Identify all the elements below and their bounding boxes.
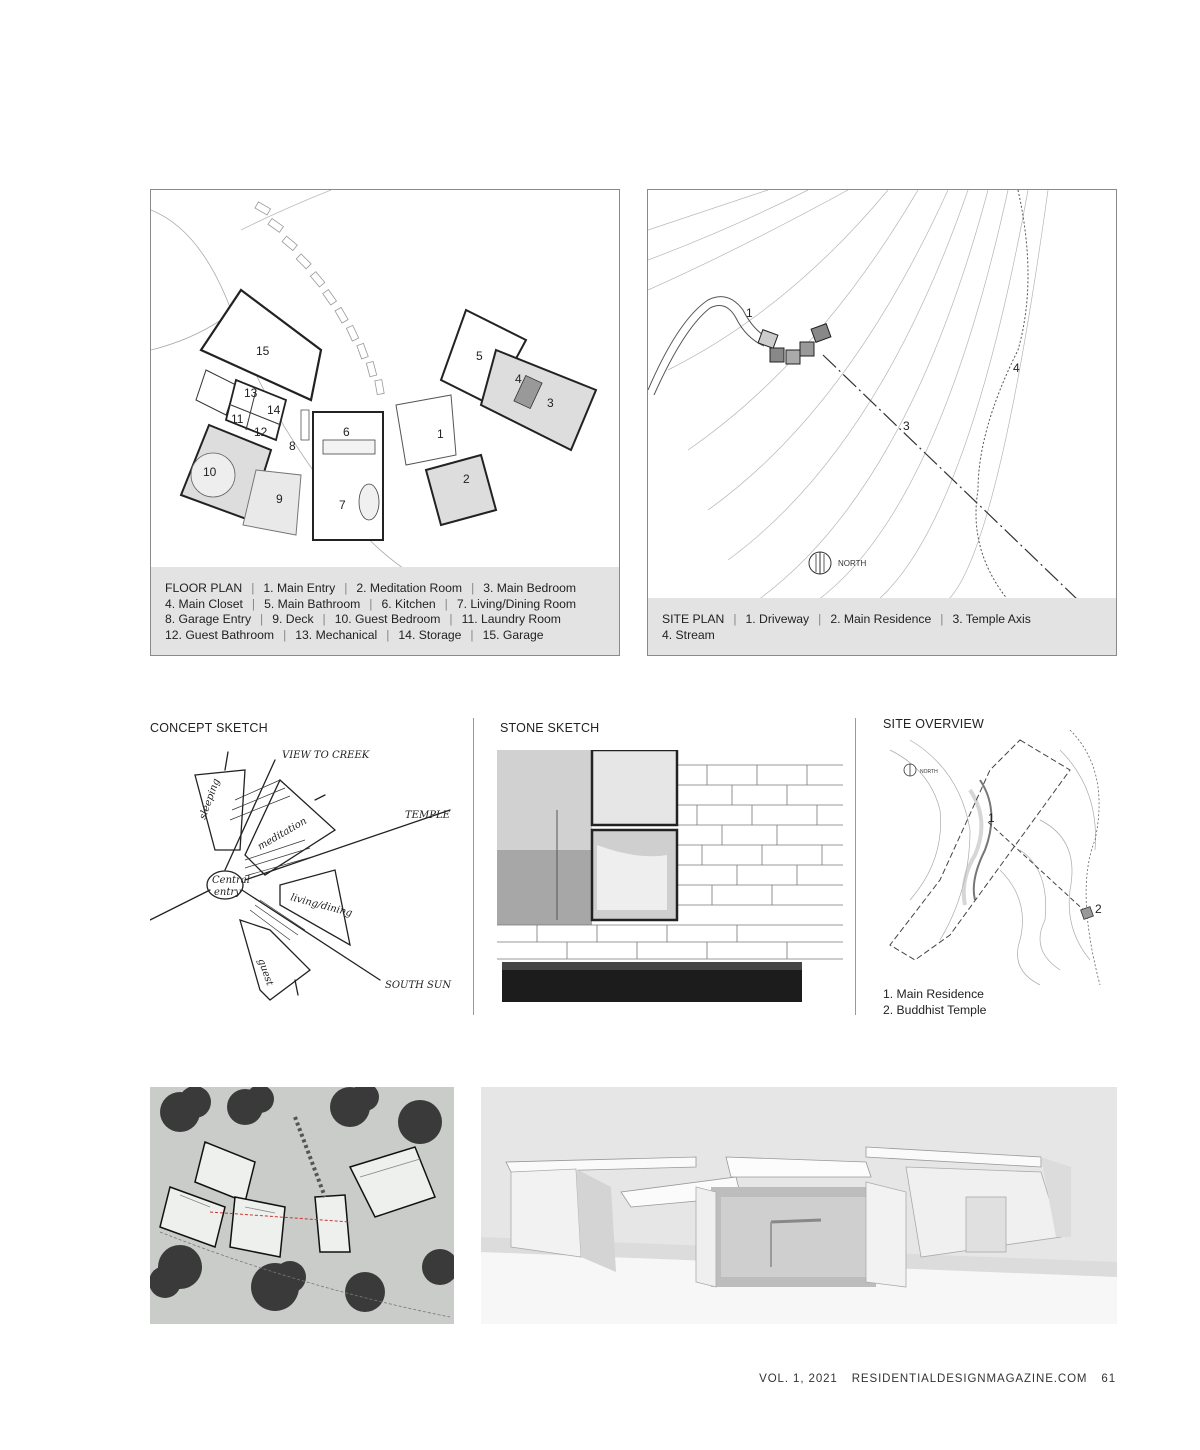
north-arrow-icon	[809, 552, 831, 574]
floor-plan-drawing	[151, 190, 620, 590]
column-divider	[855, 718, 856, 1015]
sketch-note-sleeping: sleeping	[197, 777, 223, 822]
room-number-11: 11	[231, 412, 244, 426]
caption-item: 15. Garage	[482, 627, 544, 642]
sketch-note-entry: entry	[214, 887, 241, 898]
caption-item: 13. Mechanical	[295, 627, 378, 642]
room-number-2: 2	[463, 472, 470, 486]
caption-item: 14. Storage	[398, 627, 462, 642]
axonometric-drawing	[150, 1087, 454, 1324]
sketch-note-guest: guest	[255, 957, 276, 988]
sketch-note-view: VIEW TO CREEK	[282, 750, 370, 761]
page-number: 61	[1101, 1373, 1116, 1385]
sketch-note-south: SOUTH SUN	[385, 980, 452, 991]
room-number-10: 10	[203, 465, 217, 479]
room-number-15: 15	[256, 344, 270, 358]
caption-item: 1. Driveway	[745, 612, 810, 626]
sketch-note-temple: TEMPLE	[405, 810, 450, 821]
sketch-note-meditation: meditation	[256, 815, 309, 853]
room-number-9: 9	[276, 492, 283, 506]
overview-north-label: NORTH	[920, 769, 938, 775]
overview-marker-2: 2	[1095, 902, 1102, 916]
model-photo-drawing	[481, 1087, 1117, 1324]
stone-sketch-drawing	[497, 750, 843, 1015]
caption-item: 6. Kitchen	[381, 596, 436, 611]
concept-sketch	[150, 740, 460, 1015]
room-number-3: 3	[547, 396, 554, 410]
caption-item: 9. Deck	[272, 612, 314, 627]
site-overview-map	[870, 730, 1116, 985]
concept-sketch-drawing	[150, 740, 460, 1015]
caption-line: 12. Guest Bathroom | 13. Mechanical | 14. Storage | 15. Garage	[165, 627, 544, 642]
sketch-note-central: Central	[212, 875, 250, 886]
site-overview-legend	[883, 987, 986, 1018]
caption-item: 8. Garage Entry	[165, 612, 252, 627]
caption-title: SITE PLAN	[662, 612, 725, 626]
sketch-note-living: living/dining	[289, 892, 354, 920]
caption-item: 10. Guest Bedroom	[334, 612, 441, 627]
room-number-8: 8	[289, 439, 296, 453]
caption-line: 4. Main Closet | 5. Main Bathroom | 6. Kitchen | 7. Living/Dining Room	[165, 596, 577, 611]
caption-item: 1. Main Entry	[263, 581, 336, 595]
caption-item: 5. Main Bathroom	[264, 596, 361, 611]
overview-marker-1: 1	[988, 811, 995, 825]
caption-item: 11. Laundry Room	[461, 612, 561, 627]
footer-volume: VOL. 1, 2021	[759, 1373, 838, 1385]
caption-item: 12. Guest Bathroom	[165, 627, 275, 642]
room-number-4: 4	[515, 372, 522, 386]
site-plan-panel	[647, 189, 1117, 656]
site-label-4: 4	[1013, 361, 1020, 375]
room-number-1: 1	[437, 427, 444, 441]
site-label-1: 1	[746, 306, 753, 320]
caption-item: 7. Living/Dining Room	[456, 596, 577, 611]
site-plan-drawing	[648, 190, 1117, 600]
floor-plan-panel	[150, 189, 620, 656]
room-number-5: 5	[476, 349, 483, 363]
floor-plan-caption	[151, 567, 619, 655]
model-photo	[481, 1087, 1117, 1324]
site-overview-drawing	[870, 730, 1116, 985]
room-number-13: 13	[244, 386, 258, 400]
caption-item: 4. Stream	[662, 627, 715, 642]
caption-item: 2. Meditation Room	[356, 581, 463, 595]
page-footer	[759, 1373, 1116, 1385]
caption-item: 4. Main Closet	[165, 596, 243, 611]
stone-sketch-title: STONE SKETCH	[500, 721, 600, 735]
caption-line	[662, 628, 1102, 644]
caption-item: 3. Temple Axis	[952, 612, 1031, 626]
north-arrow-icon	[904, 764, 916, 776]
stone-sketch	[497, 750, 843, 1015]
site-plan-caption	[648, 598, 1116, 655]
room-number-12: 12	[254, 425, 268, 439]
caption-line: 8. Garage Entry | 9. Deck | 10. Guest Bedroom | 11. Laundry Room	[165, 612, 561, 627]
site-label-3: 3	[903, 419, 910, 433]
room-number-7: 7	[339, 498, 346, 512]
caption-item: 2. Main Residence	[830, 612, 932, 626]
caption-line: FLOOR PLAN | 1. Main Entry | 2. Meditation Room | 3. Main Bedroom	[165, 581, 577, 595]
caption-line: SITE PLAN | 1. Driveway | 2. Main Residence | 3. Temple Axis	[662, 612, 1031, 626]
caption-item: 3. Main Bedroom	[483, 581, 577, 595]
room-number-14: 14	[267, 403, 281, 417]
axonometric-rendering	[150, 1087, 454, 1324]
footer-site: RESIDENTIALDESIGNMAGAZINE.COM	[851, 1373, 1088, 1385]
legend-item: 2. Buddhist Temple	[883, 1002, 987, 1017]
column-divider	[473, 718, 474, 1015]
site-overview-title: SITE OVERVIEW	[883, 717, 985, 731]
room-number-6: 6	[343, 425, 350, 439]
legend-item: 1. Main Residence	[883, 987, 984, 1001]
caption-title: FLOOR PLAN	[165, 581, 243, 595]
concept-sketch-title: CONCEPT SKETCH	[150, 721, 268, 735]
north-label: NORTH	[838, 559, 867, 568]
